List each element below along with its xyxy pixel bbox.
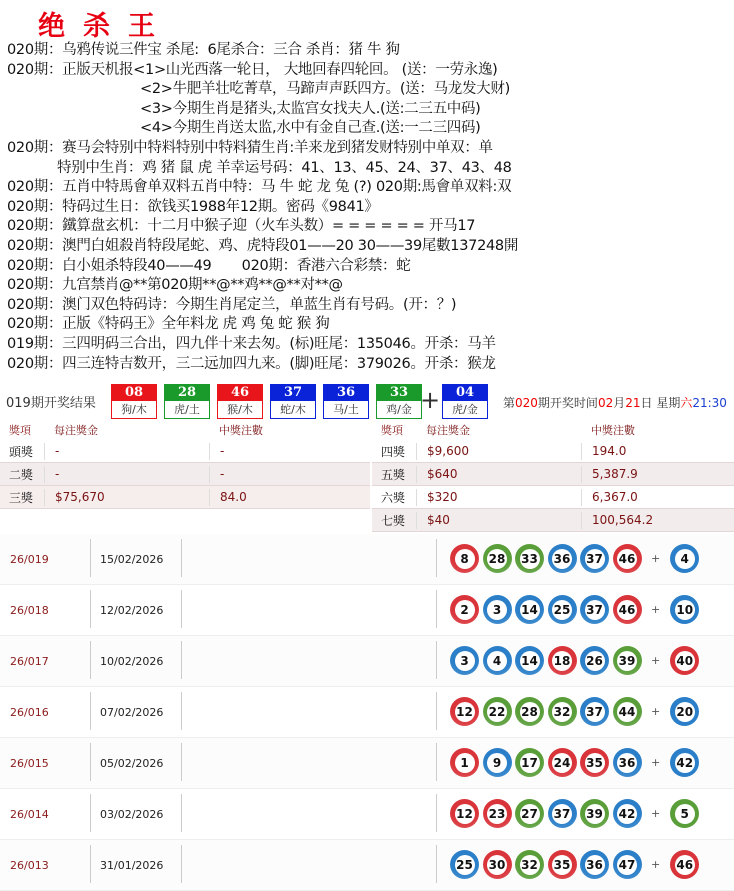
plus-sign: + (651, 705, 661, 718)
prediction-line: 020期：正版天机报<1>山光西落一轮日， 大地回春四轮回。 (送：一劳永逸) (7, 61, 498, 78)
ball-zodiac: 蛇/木 (271, 401, 315, 418)
history-period: 26/013 (10, 859, 49, 872)
header-item: 獎項 (381, 424, 403, 437)
divider (436, 641, 437, 679)
history-row (0, 687, 734, 738)
history-row (0, 636, 734, 687)
ball-number: 32 (552, 702, 572, 722)
ball-zodiac: 虎/土 (165, 401, 209, 418)
ball-number: 27 (520, 804, 540, 824)
prize-amount: $320 (416, 489, 581, 506)
prize-name: 七獎 (381, 513, 406, 528)
lottery-ball (613, 595, 642, 624)
prediction-line: 020期：正版《特码王》全年料龙 虎 鸡 兔 蛇 猴 狗 (7, 316, 330, 333)
ball-number: 4 (675, 549, 695, 569)
ball-number: 39 (585, 804, 605, 824)
plus-sign: + (651, 654, 661, 667)
text: 日 星期 (640, 396, 681, 410)
prize-count: 100,564.2 (581, 512, 653, 529)
ball-zodiac: 马/土 (324, 401, 368, 418)
ball-number: 23 (487, 804, 507, 824)
weekday: 六 (680, 396, 693, 410)
prediction-line: 020期：特码过生日：欲钱买1988年12期。密码《9841》 (7, 198, 379, 215)
header-item: 獎項 (9, 424, 31, 437)
prize-header (0, 420, 370, 440)
ball-number: 33 (377, 385, 421, 401)
lottery-ball (548, 748, 577, 777)
ball-number: 42 (675, 753, 695, 773)
history-list (0, 534, 734, 891)
lottery-ball (515, 799, 544, 828)
ball-number: 28 (487, 549, 507, 569)
lottery-ball (483, 544, 512, 573)
prize-amount: - (44, 443, 209, 460)
ball-number: 14 (520, 651, 540, 671)
prediction-line: 020期：九宫禁肖@**第020期**@**鸡**@**对**@ (7, 277, 343, 294)
history-period: 26/016 (10, 706, 49, 719)
special-ball (670, 697, 699, 726)
divider (436, 743, 437, 781)
lottery-ball (580, 748, 609, 777)
ball-number: 32 (520, 855, 540, 875)
day: 21 (625, 396, 641, 410)
lottery-ball (450, 544, 479, 573)
ball-number: 28 (520, 702, 540, 722)
divider (90, 743, 91, 781)
lottery-ball (613, 748, 642, 777)
history-balls (450, 697, 703, 726)
divider (90, 794, 91, 832)
ball-number: 25 (552, 600, 572, 620)
history-balls (450, 646, 703, 675)
lottery-ball (548, 544, 577, 573)
lottery-ball (450, 697, 479, 726)
divider (90, 692, 91, 730)
lottery-ball (483, 595, 512, 624)
history-period: 26/017 (10, 655, 49, 668)
prediction-line: 020期：澳门双色特码诗：今期生肖尾定兰，单蓝生肖有号码。(开：？) (7, 296, 457, 313)
prize-name: 五獎 (381, 467, 406, 482)
prize-amount: $9,600 (416, 443, 581, 460)
prize-table-right (372, 420, 734, 532)
special-ball (670, 748, 699, 777)
ball-number: 3 (455, 651, 475, 671)
plus-sign: + (651, 552, 661, 565)
prediction-lines (7, 41, 734, 374)
history-balls (450, 544, 703, 573)
lottery-ball (548, 799, 577, 828)
ball-zodiac: 鸡/金 (377, 401, 421, 418)
draw-result-label: 019期开奖结果 (6, 396, 96, 411)
header-count: 中獎注數 (219, 423, 263, 437)
lottery-ball (515, 748, 544, 777)
history-row (0, 585, 734, 636)
prediction-line: 019期：三四明码三合出，四九伴十来去匆。(标)旺尾：135046。开杀：马羊 (7, 335, 496, 352)
history-period: 26/018 (10, 604, 49, 617)
draw-result-bar (0, 382, 734, 420)
lottery-ball (580, 799, 609, 828)
ball-zodiac: 狗/木 (112, 401, 156, 418)
divider (90, 845, 91, 883)
lottery-ball (548, 850, 577, 879)
history-row (0, 789, 734, 840)
history-row (0, 534, 734, 585)
history-date: 31/01/2026 (100, 859, 164, 872)
plus-sign: + (651, 807, 661, 820)
lottery-ball (580, 697, 609, 726)
divider (181, 641, 182, 679)
ball-number: 42 (617, 804, 637, 824)
divider (90, 539, 91, 577)
prize-count: 84.0 (209, 489, 247, 506)
ball-number: 37 (585, 549, 605, 569)
ball-number: 18 (552, 651, 572, 671)
plus-sign: + (651, 858, 661, 871)
ball-number: 26 (585, 651, 605, 671)
lottery-ball (450, 595, 479, 624)
text: 第 (503, 396, 516, 410)
ball-number: 36 (552, 549, 572, 569)
lottery-ball (515, 544, 544, 573)
prediction-line: <2>牛肥羊壮吃菁草，马蹄声声跃四方。(送：马龙发大财) (140, 81, 510, 98)
lottery-ball (450, 850, 479, 879)
ball-number: 4 (487, 651, 507, 671)
ball-number: 44 (617, 702, 637, 722)
lottery-ball (548, 595, 577, 624)
ball-number: 46 (617, 600, 637, 620)
prize-row (0, 463, 370, 486)
lottery-ball (450, 646, 479, 675)
ball-number: 14 (520, 600, 540, 620)
prize-count: 5,387.9 (581, 466, 638, 483)
prize-count: - (209, 443, 224, 460)
prediction-line: 020期：澳門白姐殺肖特段尾蛇、鸡、虎特段01——20 30——39尾數137248開 (7, 237, 519, 254)
prize-count: 6,367.0 (581, 489, 638, 506)
ball-number: 35 (552, 855, 572, 875)
ball-number: 36 (585, 855, 605, 875)
result-ball (111, 384, 157, 419)
lottery-ball (613, 799, 642, 828)
lottery-ball (450, 799, 479, 828)
ball-number: 37 (552, 804, 572, 824)
lottery-ball (580, 646, 609, 675)
ball-number: 36 (617, 753, 637, 773)
lottery-ball (613, 697, 642, 726)
prize-name: 頭獎 (9, 444, 34, 459)
ball-zodiac: 猴/木 (218, 401, 262, 418)
lottery-ball (515, 646, 544, 675)
special-ball (670, 544, 699, 573)
special-ball (670, 595, 699, 624)
prize-name: 三獎 (9, 490, 34, 505)
history-row (0, 738, 734, 789)
ball-number: 33 (520, 549, 540, 569)
lottery-ball (613, 544, 642, 573)
header-amount: 每注獎金 (426, 423, 470, 437)
prediction-line: 020期：白小姐杀特段40——49 020期：香港六合彩禁：蛇 (7, 257, 411, 274)
header-count: 中獎注數 (591, 423, 635, 437)
history-balls (450, 595, 703, 624)
ball-number: 5 (675, 804, 695, 824)
ball-number: 17 (520, 753, 540, 773)
prediction-line: <3>今期生肖是猪头,太监宫女找夫人.(送:二三五中码) (140, 100, 481, 117)
ball-number: 08 (112, 385, 156, 401)
prize-amount: $40 (416, 512, 581, 529)
history-date: 10/02/2026 (100, 655, 164, 668)
ball-number: 37 (585, 702, 605, 722)
prediction-line: 020期：赛马会特别中特料特别中特料猜生肖:羊来龙到猪发财特别中单双：单 (7, 139, 493, 156)
prize-row (372, 486, 734, 509)
history-row (0, 840, 734, 891)
prize-header (372, 420, 734, 440)
ball-number: 46 (675, 855, 695, 875)
ball-number: 04 (443, 385, 487, 401)
history-balls (450, 799, 703, 828)
history-balls (450, 748, 703, 777)
prediction-line: 020期：四三连特吉数开，三二远加四九来。(脚)旺尾：379026。开杀：猴龙 (7, 355, 496, 372)
divider (436, 845, 437, 883)
divider (436, 539, 437, 577)
prize-table-left (0, 420, 370, 509)
ball-number: 40 (675, 651, 695, 671)
result-ball (270, 384, 316, 419)
prediction-line: 020期：鐵算盘玄机：十二月中猴子迎（火车头数）= = = = = = 开马17 (7, 218, 476, 235)
header-amount: 每注獎金 (54, 423, 98, 437)
lottery-ball (580, 544, 609, 573)
ball-number: 46 (617, 549, 637, 569)
plus-sign: + (651, 603, 661, 616)
prize-count: 194.0 (581, 443, 626, 460)
prize-row (372, 509, 734, 532)
ball-number: 28 (165, 385, 209, 401)
ball-number: 25 (455, 855, 475, 875)
ball-number: 8 (455, 549, 475, 569)
divider (436, 590, 437, 628)
lottery-ball (613, 850, 642, 879)
divider (90, 641, 91, 679)
result-ball (164, 384, 210, 419)
ball-number: 39 (617, 651, 637, 671)
month: 02 (597, 396, 614, 410)
ball-number: 10 (675, 600, 695, 620)
ball-number: 37 (271, 385, 315, 401)
lottery-ball (548, 646, 577, 675)
lottery-ball (483, 646, 512, 675)
lottery-ball (613, 646, 642, 675)
divider (181, 794, 182, 832)
special-ball (670, 799, 699, 828)
next-period: 020 (515, 396, 538, 410)
divider (181, 743, 182, 781)
prediction-line: 020期：乌鸦传说三件宝 杀尾: 6尾杀合：三合 杀肖：猪 牛 狗 (7, 42, 400, 58)
divider (90, 590, 91, 628)
ball-number: 12 (455, 702, 475, 722)
ball-number: 1 (455, 753, 475, 773)
ball-number: 46 (218, 385, 262, 401)
history-date: 12/02/2026 (100, 604, 164, 617)
ball-number: 3 (487, 600, 507, 620)
prize-count: - (209, 466, 224, 483)
ball-number: 2 (455, 600, 475, 620)
ball-number: 37 (585, 600, 605, 620)
lottery-ball (483, 748, 512, 777)
time: 21:30 (692, 396, 727, 410)
ball-number: 20 (675, 702, 695, 722)
text: 月 (613, 396, 626, 410)
prize-row (372, 440, 734, 463)
ball-number: 24 (552, 753, 572, 773)
divider (181, 539, 182, 577)
prize-name: 二獎 (9, 467, 34, 482)
text: 期开奖时间 (537, 396, 598, 410)
divider (436, 692, 437, 730)
result-ball (217, 384, 263, 419)
prediction-line: <4>今期生肖送太监,水中有金自己查.(送:一二三四码) (140, 120, 481, 137)
prize-amount: $640 (416, 466, 581, 483)
plus-sign: + (420, 386, 441, 414)
ball-number: 9 (487, 753, 507, 773)
ball-number: 36 (324, 385, 368, 401)
lottery-ball (483, 799, 512, 828)
prize-amount: $75,670 (44, 489, 209, 506)
special-ball (670, 646, 699, 675)
lottery-ball (450, 748, 479, 777)
lottery-ball (483, 850, 512, 879)
divider (436, 794, 437, 832)
divider (181, 590, 182, 628)
lottery-ball (515, 595, 544, 624)
lottery-ball (580, 595, 609, 624)
lottery-ball (580, 850, 609, 879)
next-draw-time (503, 394, 727, 411)
history-date: 05/02/2026 (100, 757, 164, 770)
lottery-ball (483, 697, 512, 726)
divider (181, 692, 182, 730)
prediction-line: 特别中生肖：鸡 猪 鼠 虎 羊幸运号码：41、13、45、24、37、43、48 (57, 159, 512, 176)
special-ball (442, 384, 488, 419)
lottery-ball (548, 697, 577, 726)
page-title: 绝杀王 (38, 11, 173, 42)
prize-row (0, 486, 370, 509)
ball-number: 47 (617, 855, 637, 875)
result-ball (323, 384, 369, 419)
lottery-ball (515, 697, 544, 726)
history-date: 03/02/2026 (100, 808, 164, 821)
ball-number: 35 (585, 753, 605, 773)
lottery-ball (515, 850, 544, 879)
history-period: 26/019 (10, 553, 49, 566)
prize-row (372, 463, 734, 486)
ball-number: 12 (455, 804, 475, 824)
history-date: 15/02/2026 (100, 553, 164, 566)
history-period: 26/015 (10, 757, 49, 770)
divider (181, 845, 182, 883)
history-date: 07/02/2026 (100, 706, 164, 719)
ball-zodiac: 虎/金 (443, 401, 487, 418)
prize-row (0, 440, 370, 463)
ball-number: 30 (487, 855, 507, 875)
plus-sign: + (651, 756, 661, 769)
prize-amount: - (44, 466, 209, 483)
history-period: 26/014 (10, 808, 49, 821)
result-ball (376, 384, 422, 419)
history-balls (450, 850, 703, 879)
special-ball (670, 850, 699, 879)
prediction-line: 020期：五肖中特馬會单双料五肖中特：马 牛 蛇 龙 兔 (?) 020期:馬會单双料:双 (7, 179, 512, 196)
prize-name: 四獎 (381, 444, 406, 459)
prize-name: 六獎 (381, 490, 406, 505)
ball-number: 22 (487, 702, 507, 722)
